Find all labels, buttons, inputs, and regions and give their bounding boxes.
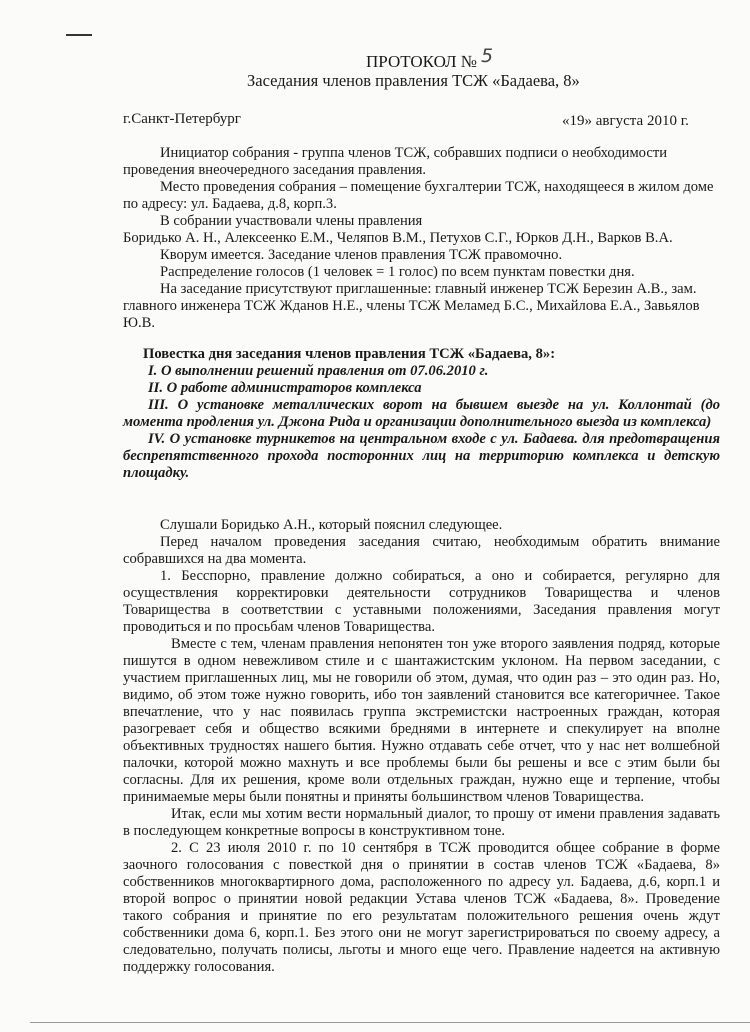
speaker-paragraph: Слушали Боридько А.Н., который пояснил следующее. — [160, 517, 503, 533]
title-text: ПРОТОКОЛ № — [366, 52, 477, 71]
statement-paragraph: Вместе с тем, членам правления непонятен тон уже второго заявления подряд, которые пишутся в одном невежливом стиле и с шантажистским уклоном. На первом заседании, с участием приглашенных лиц, мы не говорили об этом, думая, что один раз – это один раз. Но, видимо, об этом тоже нужно говорить, ибо тон заявлений становится все категоричнее. Такое впечатление, что у нас появилась группа экстремистски настроенных граждан, которая разогревает себя и общество всякими бреднями в интернете и спекулирует на вполне объективных трудностях нашего бытия. Нужно отдавать себе отчет, что у нас нет волшебной палочки, которой можно махнуть и все проблемы были бы решены и все с этим были бы согласны. Для их решения, кроме воли отдельных граждан, нужно еще и терпение, чтобы принимаемые меры были понятны и приняты большинством членов Товарищества. — [123, 636, 720, 805]
agenda-heading: Повестка дня заседания членов правления ТСЖ «Бадаева, 8»: — [143, 346, 556, 362]
initiator-paragraph: Инициатор собрания - группа членов ТСЖ, собравших подписи о необходимости проведения внеочередного заседания правления. — [123, 145, 668, 178]
intro-section — [123, 145, 720, 332]
votes-paragraph: Распределение голосов (1 человек = 1 голос) по всем пунктам повестки дня. — [160, 264, 635, 280]
protocol-number-handwritten: 5 — [481, 45, 494, 67]
city: г.Санкт-Петербург — [123, 111, 241, 127]
discussion-section — [123, 517, 720, 976]
preface-paragraph: Перед началом проведения заседания считаю, необходимым обратить внимание собравшихся на два момента. — [123, 534, 720, 567]
venue-paragraph: Место проведения собрания – помещение бухгалтерии ТСЖ, находящееся в жилом доме по адресу: ул. Бадаева, д.8, корп.3. — [123, 179, 714, 212]
agenda-item-1: I. О выполнении решений правления от 07.06.2010 г. — [148, 363, 489, 379]
agenda-item-3: III. О установке металлических ворот на бывшем выезде на ул. Коллонтай (до момента продления ул. Джона Рида и организации дополнительного выезда из комплекса) — [123, 397, 720, 430]
agenda-item-2: II. О работе администраторов комплекса — [148, 380, 422, 396]
date: «19» августа 2010 г. — [562, 113, 689, 129]
corner-mark — [66, 34, 92, 36]
page-edge-line — [30, 1022, 750, 1023]
invited-paragraph: На заседание присутствуют приглашенные: главный инженер ТСЖ Березин А.В., зам. главного инженера ТСЖ Жданов Н.Е., члены ТСЖ Меламед Б.С., Михайлова Е.А., Завьялов Ю.В. — [123, 281, 700, 331]
document-title — [366, 45, 494, 72]
point-2-paragraph: 2. С 23 июля 2010 г. по 10 сентября в ТСЖ проводится общее собрание в форме заочного голосования с повесткой дня о принятии в состав членов ТСЖ «Бадаева, 8» собственников многоквартирного дома, расположенного по адресу ул. Бадаева, д.6, корп.1 и второй вопрос о принятии новой редакции Устава членов ТСЖ «Бадаева, 8». Проведение такого собрания и принятие по его результатам положительного решения очень ждут собственники дома 6, корп.1. Без этого они не могут зарегистрироваться по своему адресу, а следовательно, получать полисы, льготы и много еще чего. Правление надеется на активную поддержку голосования. — [123, 840, 720, 975]
document-subtitle: Заседания членов правления ТСЖ «Бадаева, 8» — [247, 71, 580, 90]
agenda-section — [123, 346, 720, 482]
point-1-paragraph: 1. Бесспорно, правление должно собираться, а оно и собирается, регулярно для осуществления корректировки деятельности сотрудников Товарищества и членов Товарищества в соответствии с уставными положениями, Заседания правления могут проводиться и по просьбам членов Товарищества. — [123, 568, 720, 635]
quorum-paragraph: Кворум имеется. Заседание членов правления ТСЖ правомочно. — [160, 247, 563, 263]
agenda-item-4: IV. О установке турникетов на центральном входе с ул. Бадаева. для предотвращения беспрепятственного прохода посторонних лиц на территорию комплекса и детскую площадку. — [123, 431, 720, 481]
participants-label: В собрании участвовали члены правления — [160, 213, 423, 229]
dialogue-paragraph: Итак, если мы хотим вести нормальный диалог, то прошу от имени правления задавать в последующем конкретные вопросы в конструктивном тоне. — [123, 806, 720, 839]
participants-list: Боридько А. Н., Алексеенко Е.М., Челяпов В.М., Петухов С.Г., Юрков Д.Н., Варков В.А. — [123, 230, 673, 246]
